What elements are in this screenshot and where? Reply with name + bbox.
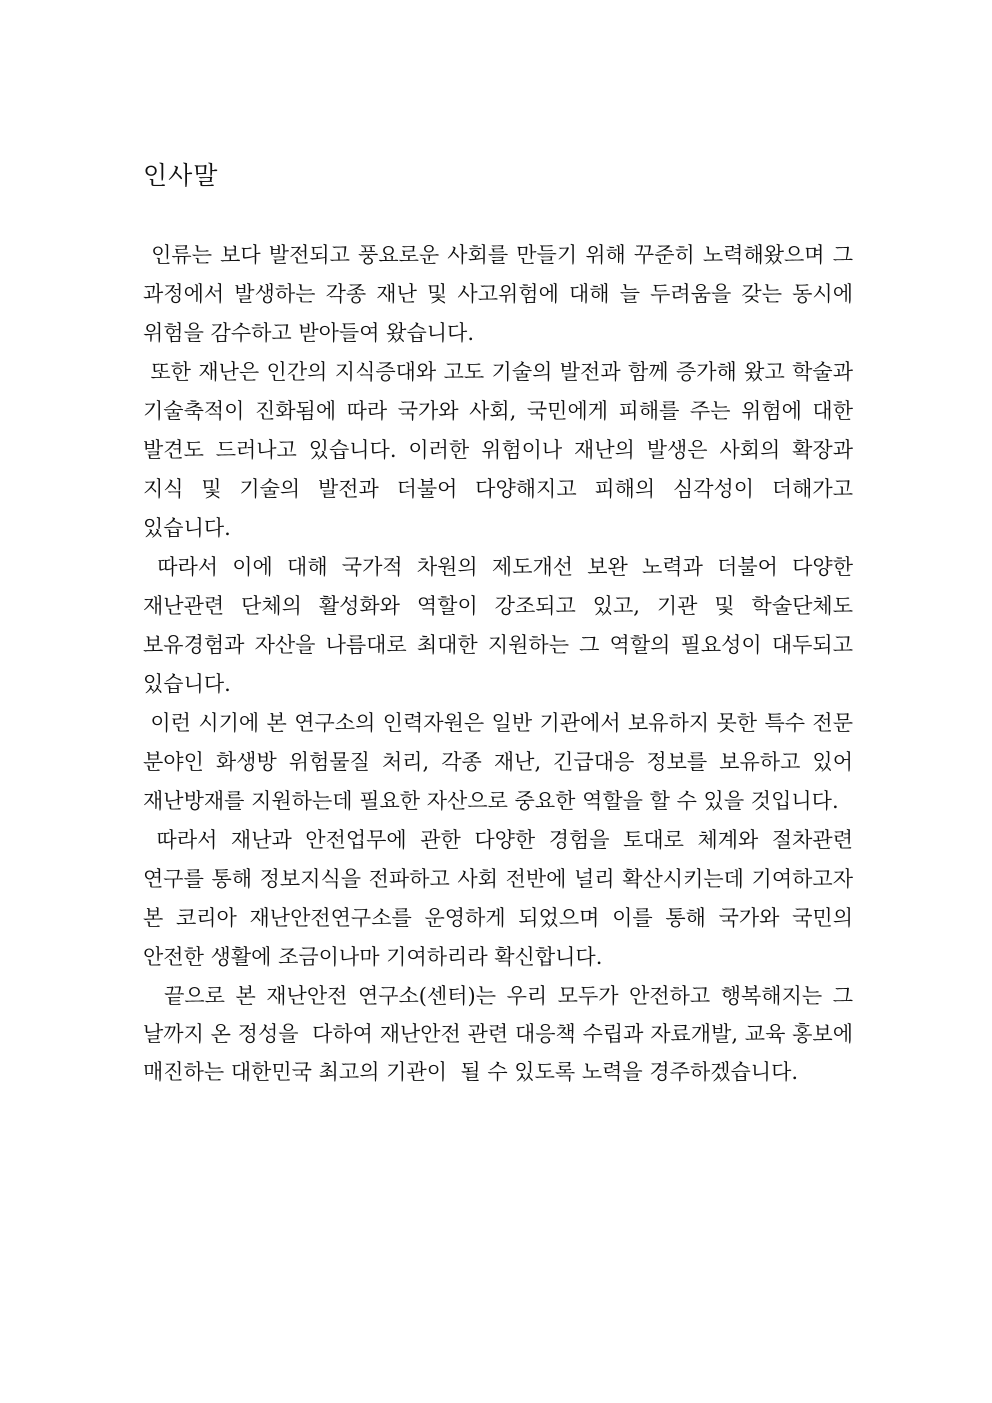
paragraph-institute-purpose: 따라서 재난과 안전업무에 관한 다양한 경험을 토대로 체계와 절차관련 연구를 통해 정보지식을 전파하고 사회 전반에 널리 확산시키는데 기여하고자 본 코리아 재난안전연구소를 운영하게 되었으며 이를 통해 국가와 국민의 안전한 생활에 조금이나마 기여하리라 확신합니다. [143,828,860,969]
paragraph-intro: 인류는 보다 발전되고 풍요로운 사회를 만들기 위해 꾸준히 노력해왔으며 그 과정에서 발생하는 각종 재난 및 사고위험에 대해 늘 두려움을 갖는 동시에 위험을 감수하고 받아들여 왔습니다. [143,243,860,345]
document-body [143,236,860,1091]
paragraph-disaster-growth: 또한 재난은 인간의 지식증대와 고도 기술의 발전과 함께 증가해 왔고 학술과 기술축적이 진화됨에 따라 국가와 사회, 국민에게 피해를 주는 위험에 대한 발견도 드러나고 있습니다. 이러한 위험이나 재난의 발생은 사회의 확장과 지식 및 기술의 발전과 더불어 다양해지고 피해의 심각성이 더해가고 있습니다. [143,360,860,540]
page-title: 인사말 [143,161,219,190]
paragraph-closing: 끝으로 본 재난안전 연구소(센터)는 우리 모두가 안전하고 행복해지는 그 날까지 온 정성을 다하여 재난안전 관련 대응책 수립과 자료개발, 교육 홍보에 매진하는 대한민국 최고의 기관이 될 수 있도록 노력을 경주하겠습니다. [143,984,860,1084]
paragraph-national-effort: 따라서 이에 대해 국가적 차원의 제도개선 보완 노력과 더불어 다양한 재난관련 단체의 활성화와 역할이 강조되고 있고, 기관 및 학술단체도 보유경험과 자산을 나름대로 최대한 지원하는 그 역할의 필요성이 대두되고 있습니다. [143,555,860,696]
paragraph-institute-resources: 이런 시기에 본 연구소의 인력자원은 일반 기관에서 보유하지 못한 특수 전문 분야인 화생방 위험물질 처리, 각종 재난, 긴급대응 정보를 보유하고 있어 재난방재를 지원하는데 필요한 자산으로 중요한 역할을 할 수 있을 것입니다. [143,711,860,813]
